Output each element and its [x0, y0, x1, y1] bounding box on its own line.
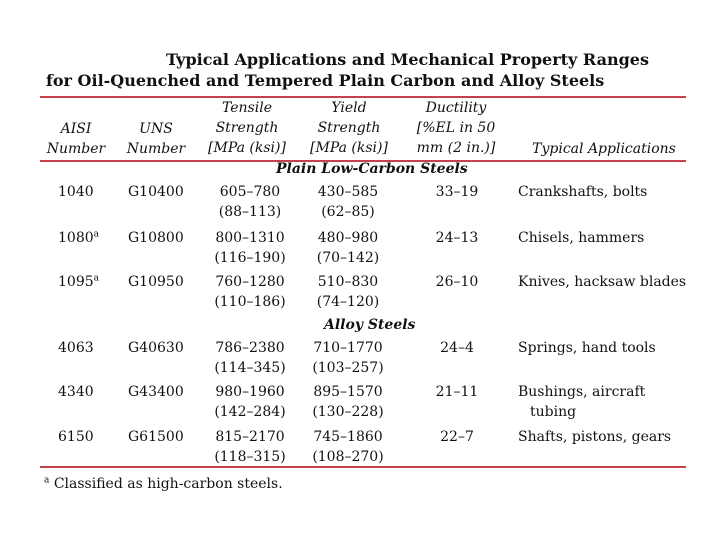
cell-tensile: 800–1310 (116–190): [214, 230, 286, 266]
cell-aisi: 4063: [58, 340, 94, 356]
cell-tensile: 980–1960 (142–284): [214, 384, 286, 420]
header-tensile: Tensile Strength [MPa (ksi)]: [208, 100, 286, 156]
section-title-plain-low-carbon: Plain Low-Carbon Steels: [276, 161, 468, 177]
cell-application: Springs, hand tools: [518, 340, 656, 356]
cell-uns: G10800: [128, 230, 184, 246]
cell-ductility: 21–11: [435, 384, 479, 400]
cell-ductility: 24–13: [435, 230, 479, 246]
title-line-1: Typical Applications and Mechanical Property Ranges: [166, 50, 649, 69]
footnote: $^a$ Classified as high-carbon steels.: [44, 475, 283, 492]
cell-yield: 745–1860 (108–270): [312, 429, 384, 465]
cell-tensile: 786–2380 (114–345): [214, 340, 286, 376]
cell-aisi: 1040: [58, 184, 94, 200]
cell-yield: 710–1770 (103–257): [312, 340, 384, 376]
cell-uns: G40630: [128, 340, 184, 356]
cell-ductility: 22–7: [440, 429, 474, 445]
cell-uns: G43400: [128, 384, 184, 400]
cell-uns: G61500: [128, 429, 184, 445]
cell-tensile: 605–780 (88–113): [218, 184, 282, 220]
cell-application: Crankshafts, bolts: [518, 184, 648, 200]
header-uns: UNS Number: [126, 121, 186, 157]
cell-yield: 430–585 (62–85): [317, 184, 379, 220]
cell-application: Knives, hacksaw blades: [518, 274, 687, 290]
cell-aisi: 4340: [58, 384, 94, 400]
cell-ductility: 26–10: [435, 274, 479, 290]
cell-aisi: 6150: [58, 429, 94, 445]
title-line-2: for Oil-Quenched and Tempered Plain Carbon and Alloy Steels: [46, 71, 605, 90]
cell-application: Shafts, pistons, gears: [518, 429, 672, 445]
header-aisi: AISI Number: [46, 121, 106, 157]
cell-application: Chisels, hammers: [518, 230, 645, 246]
cell-ductility: 33–19: [435, 184, 479, 200]
header-applications: Typical Applications: [532, 141, 676, 157]
cell-yield: 510–830 (74–120): [316, 274, 380, 310]
cell-ductility: 24–4: [440, 340, 474, 356]
bottom-rule: [40, 466, 686, 468]
cell-aisi: 1080$^a$: [58, 229, 100, 246]
cell-tensile: 815–2170 (118–315): [214, 429, 286, 465]
header-ductility: Ductility [%EL in 50 mm (2 in.)]: [416, 100, 496, 156]
cell-uns: G10950: [128, 274, 184, 290]
cell-aisi: 1095$^a$: [58, 273, 100, 290]
cell-yield: 480–980 (70–142): [316, 230, 380, 266]
section-title-alloy-steels: Alloy Steels: [324, 317, 416, 333]
cell-yield: 895–1570 (130–228): [312, 384, 384, 420]
cell-uns: G10400: [128, 184, 184, 200]
header-yield: Yield Strength [MPa (ksi)]: [310, 100, 388, 156]
cell-application: Bushings, aircraft tubing: [518, 384, 646, 420]
cell-tensile: 760–1280 (110–186): [214, 274, 286, 310]
